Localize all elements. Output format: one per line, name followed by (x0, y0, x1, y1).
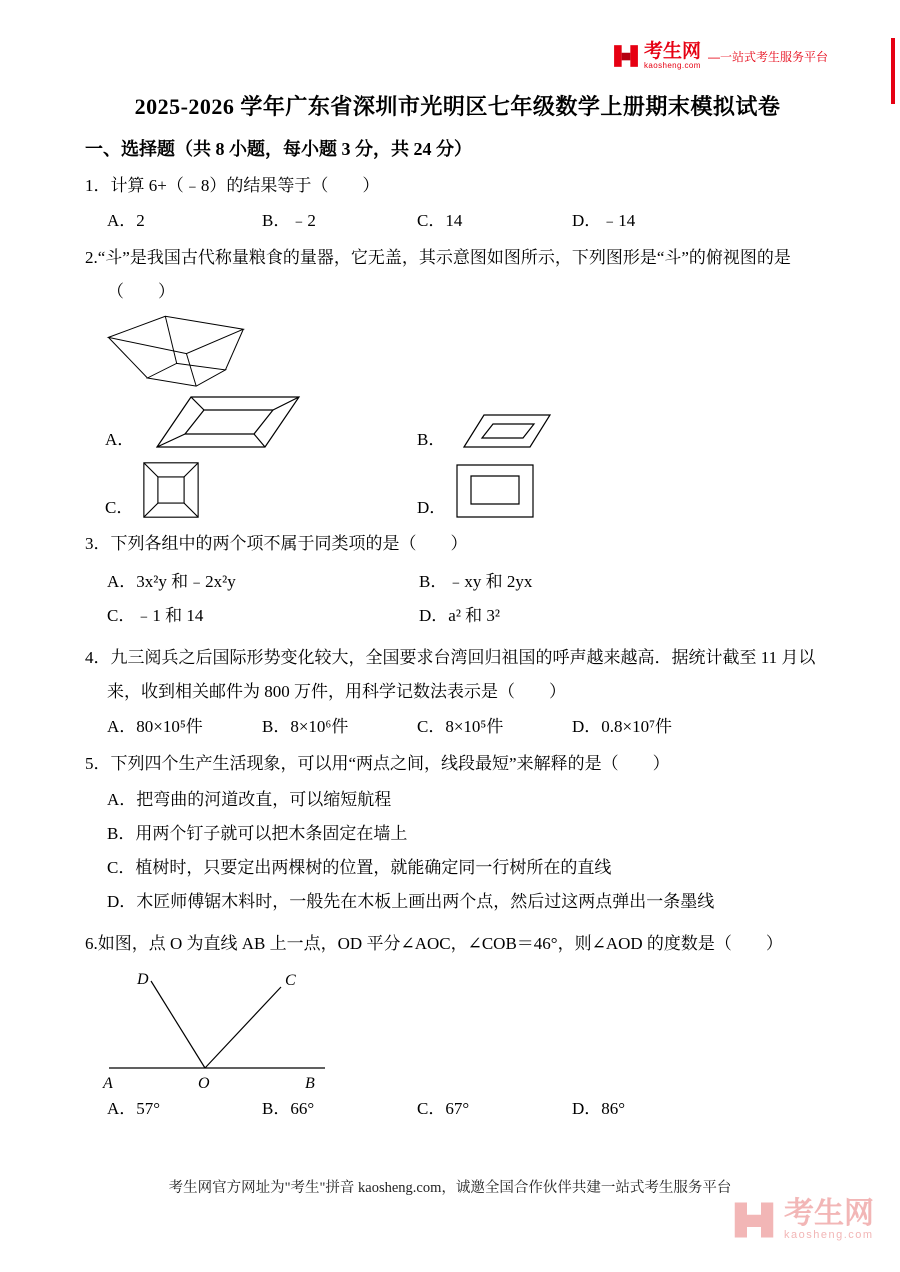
kaosheng-logo-icon (613, 43, 639, 69)
q1-option-d: D．﹣14 (572, 211, 636, 231)
q3-options (85, 565, 830, 633)
kaosheng-logo (613, 42, 828, 70)
q2-option-a-figure (143, 393, 303, 451)
q4-options (85, 715, 830, 739)
watermark-domain: kaosheng.com (784, 1228, 874, 1241)
red-edge-bar (891, 38, 895, 104)
q5-option-a: A．把弯曲的河道改直，可以缩短航程 (107, 789, 392, 809)
q6-label-c: C (285, 971, 296, 989)
q3-stem: 3．下列各组中的两个项不属于同类项的是（ ） (85, 534, 468, 554)
q3-option-a: A．3x²y 和﹣2x²y (107, 572, 236, 592)
q4-option-c: C．8×10⁵件 (417, 717, 504, 737)
q1-option-b: B．﹣2 (262, 211, 316, 231)
question-3 (85, 527, 830, 633)
q6-label-b: B (305, 1074, 315, 1091)
q2-option-b (417, 393, 830, 451)
question-5 (85, 747, 830, 919)
q6-options (85, 1097, 830, 1121)
q1-option-a: A．2 (107, 211, 145, 231)
watermark-brand: 考生网 (784, 1197, 874, 1230)
q4-option-d: D．0.8×10⁷件 (572, 717, 673, 737)
q4-option-b: B．8×10⁶件 (262, 717, 349, 737)
question-6 (85, 927, 830, 1121)
q3-option-c: C．﹣1 和 14 (107, 606, 204, 626)
q2-option-figures (85, 393, 830, 519)
q6-option-c: C．67° (417, 1098, 470, 1118)
q2-option-b-label: B． (417, 430, 446, 450)
q1-option-c: C．14 (417, 211, 463, 231)
exam-content (0, 90, 900, 1120)
q6-label-d: D (137, 970, 149, 988)
q2-option-d (417, 461, 830, 519)
q6-stem: 6.如图，点 O 为直线 AB 上一点，OD 平分∠AOC，∠COB＝46°，则∠AOD 的度数是（ ） (85, 933, 783, 953)
q5-stem: 5．下列四个生产生活现象，可以用“两点之间，线段最短”来解释的是（ ） (85, 753, 670, 773)
q4-option-a: A．80×10⁵件 (107, 717, 203, 737)
logo-tagline: —一站式考生服务平台 (707, 49, 828, 64)
footer-text: 考生网官方网址为"考生"拼音 kaosheng.com，诚邀全国合作伙伴共建一站式考生服务平台 (168, 1180, 732, 1196)
q1-stem: 1．计算 6+（﹣8）的结果等于（ ） (85, 176, 380, 196)
q5-option-c: C．植树时，只要定出两棵树的位置，就能确定同一行树所在的直线 (107, 857, 612, 877)
page-title: 2025-2026 学年广东省深圳市光明区七年级数学上册期末模拟试卷 (134, 94, 781, 120)
question-2 (85, 241, 830, 519)
q6-option-a: A．57° (107, 1098, 161, 1118)
q2-dou-3d-figure (105, 313, 250, 391)
logo-brand: 考生网 (643, 41, 701, 62)
kaosheng-watermark (733, 1198, 874, 1241)
q1-options (85, 209, 830, 233)
q2-option-c (105, 461, 417, 519)
q2-option-b-figure (454, 411, 554, 451)
question-1 (85, 169, 830, 233)
q6-option-d: D．86° (572, 1098, 626, 1118)
kaosheng-watermark-icon (733, 1199, 775, 1241)
q3-option-d: D．a² 和 3² (419, 606, 501, 626)
logo-domain: kaosheng.com (643, 60, 701, 70)
q2-option-c-figure (142, 461, 200, 519)
section-heading: 一、选择题（共 8 小题，每小题 3 分，共 24 分） (85, 139, 472, 160)
q2-option-a (105, 393, 417, 451)
logo-text (644, 42, 701, 70)
q5-option-b: B．用两个钉子就可以把木条固定在墙上 (107, 823, 408, 843)
q6-angle-figure (101, 969, 331, 1091)
q3-option-b: B．﹣xy 和 2yx (419, 572, 533, 592)
watermark-text (784, 1198, 874, 1241)
q2-stem: 2.“斗”是我国古代称量粮食的量器，它无盖，其示意图如图所示，下列图形是“斗”的俯视图的是（ ） (85, 248, 791, 302)
q4-stem: 4．九三阅兵之后国际形势变化较大，全国要求台湾回归祖国的呼声越来越高．据统计截至 11 月以来，收到相关邮件为 800 万件，用科学记数法表示是（ ） (85, 648, 816, 702)
q6-label-a: A (103, 1074, 113, 1091)
q2-option-c-label: C． (105, 498, 134, 518)
question-4 (85, 641, 830, 739)
header (0, 0, 900, 70)
q6-label-o: O (198, 1074, 210, 1091)
q5-option-d: D．木匠师傅锯木料时，一般先在木板上画出两个点，然后过这两点弹出一条墨线 (107, 891, 715, 911)
q2-option-d-figure (455, 463, 535, 519)
q6-option-b: B．66° (262, 1098, 315, 1118)
q2-option-d-label: D． (417, 498, 447, 518)
q5-options (85, 783, 830, 919)
q2-option-a-label: A． (105, 430, 135, 450)
